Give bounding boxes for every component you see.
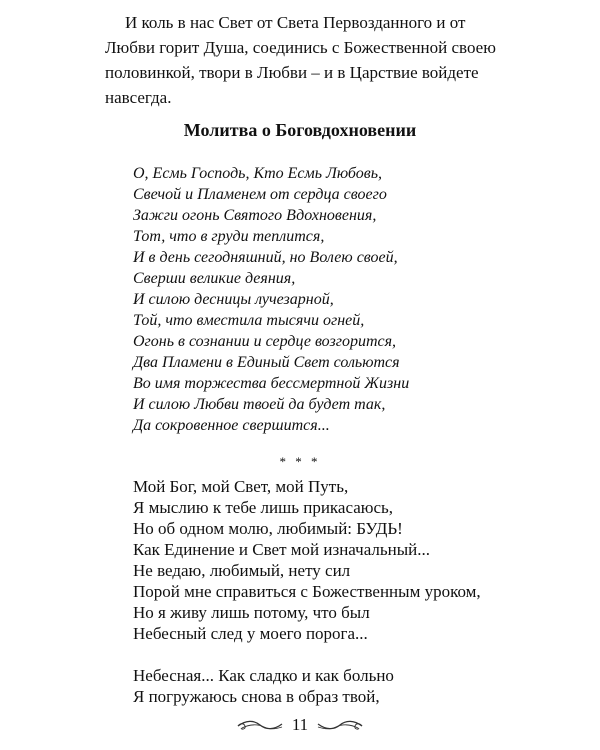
prayer-line: Во имя торжества бессмертной Жизни [133,375,410,392]
prayer-line: И в день сегодняшний, но Волею своей, [133,249,398,266]
prayer-line: Огонь в сознании и сердце возгорится, [133,333,397,350]
prayer-line: Тот, что в груди теплится, [133,228,325,245]
intro-line: И коль в нас Свет от Света Первозданного и от [125,13,466,32]
prayer-line: И силою десницы лучезарной, [133,291,334,308]
poem-line: Но я живу лишь потому, что был [133,603,370,622]
prayer-line: Два Пламени в Единый Свет сольются [133,354,400,371]
poem-line: Небесный след у моего порога... [133,624,368,643]
poem-line: Как Единение и Свет мой изначальный... [133,540,431,559]
poem-line: Мой Бог, мой Свет, мой Путь, [133,477,349,496]
poem-line: Не ведаю, любимый, нету сил [133,561,351,580]
poem-text [133,476,481,707]
page-number: 11 [291,715,309,734]
intro-line: навсегда. [105,88,172,107]
flourish-right-icon [316,718,364,732]
prayer-line: Да сокровенное свершится... [133,417,330,434]
prayer-line: Свечой и Пламенем от сердца своего [133,186,387,203]
stanza-gap [133,644,481,665]
prayer-line: Сверши великие деяния, [133,270,296,287]
page-footer [0,711,600,739]
prayer-line: И силою Любви твоей да будет так, [133,396,386,413]
prayer-line: Той, что вместила тысячи огней, [133,312,365,329]
intro-line: Любви горит Душа, соединись с Божественной своею [105,38,496,57]
prayer-text [133,163,409,436]
poem-line: Порой мне справиться с Божественным уроком, [133,582,481,601]
prayer-title: Молитва о Боговдохновении [183,120,417,140]
flourish-left-icon [236,718,284,732]
prayer-line: Зажги огонь Святого Вдохновения, [133,207,377,224]
prayer-line: О, Есмь Господь, Кто Есмь Любовь, [133,165,382,182]
poem-line: Но об одном молю, любимый: БУДЬ! [133,519,403,538]
poem-line: Небесная... Как сладко и как больно [133,666,394,685]
intro-paragraph [105,10,495,110]
intro-line: половинкой, твори в Любви – и в Царствие войдете [105,63,479,82]
poem-line: Я мыслию к тебе лишь прикасаюсь, [133,498,394,517]
section-separator: * * * [279,454,321,469]
poem-line: Я погружаюсь снова в образ твой, [133,687,380,706]
